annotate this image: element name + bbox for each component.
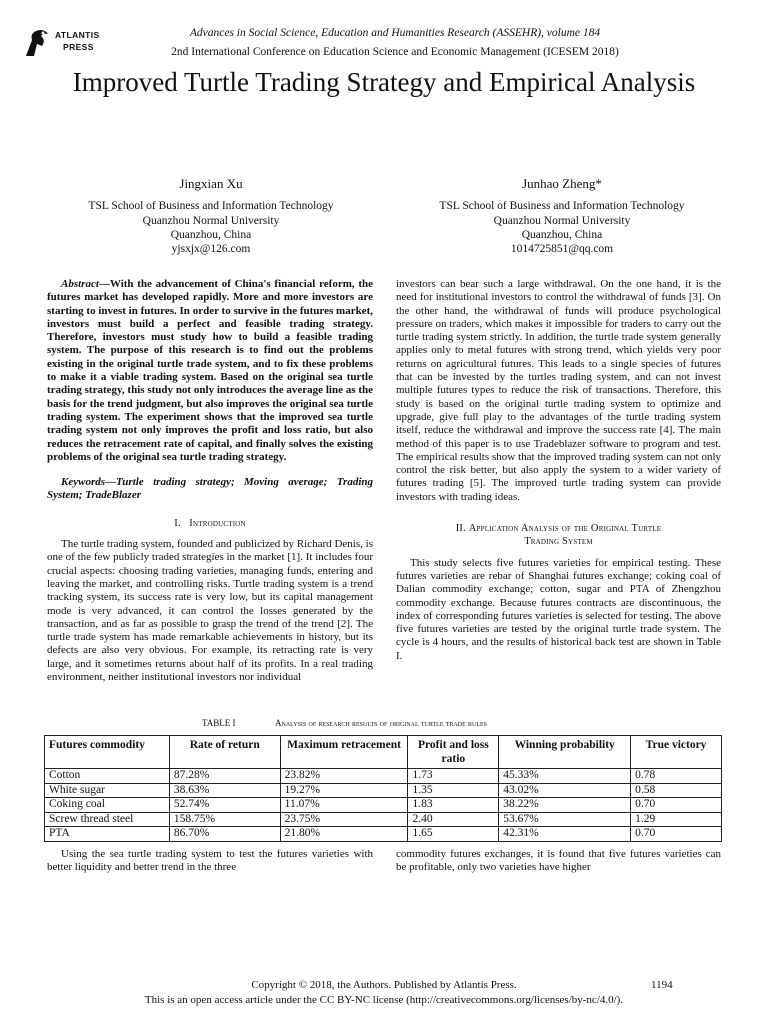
conference-header: 2nd International Conference on Education Science and Economic Management (ICESEM 2018): [171, 46, 619, 58]
table-header: Profit and loss ratio: [408, 736, 499, 769]
keywords-text: —Turtle trading strategy; Moving average; Trading System; TradeBlazer: [47, 476, 373, 502]
table-header: Maximum retracement: [280, 736, 408, 769]
table-cell: 1.83: [408, 798, 499, 813]
section-title-line2: Trading System: [524, 536, 593, 548]
section-title-line1: Application Analysis of the Original Turtle: [468, 523, 662, 535]
left-column: [47, 278, 373, 684]
keywords-label: Keywords: [61, 476, 105, 489]
section-title: Introduction: [189, 517, 246, 529]
author-university: Quanzhou Normal University: [493, 214, 631, 227]
table-cell: 38.22%: [499, 798, 631, 813]
table-cell: 87.28%: [169, 769, 280, 784]
table-cell: 19.27%: [280, 783, 408, 798]
table-title: Analysis of research results of original turtle trade rules: [275, 718, 487, 728]
table-row: [45, 827, 722, 842]
section-number: I.: [174, 517, 181, 529]
table-row: [45, 769, 722, 784]
author-university: Quanzhou Normal University: [142, 214, 280, 227]
table-cell: 53.67%: [499, 812, 631, 827]
license-line[interactable]: This is an open access article under the CC BY-NC license (http://creativecommons.org/licenses/by-nc/4.0/).: [144, 994, 624, 1006]
table-cell: 42.31%: [499, 827, 631, 842]
table-header: Futures commodity: [45, 736, 170, 769]
table-header: Winning probability: [499, 736, 631, 769]
intro-paragraph-continued: investors can bear such a large withdrawal. On the one hand, it is the need for institutional investors to control the withdrawal of funds [3]. On the other hand, the withdrawal of funds will produce psychological pressure on traders, which makes it impossible for traders to carry out the turtle trading system strictly. In addition, the turtle trade system generally applies only to metal futures with strong trend, which yields very poor returns on agricultural futures. This leads to a single species of futures that can be invested by the turtles trading system, and can not invest multiple futures types to reduce the risk of transactions. Therefore, this study is based on the original turtle trading system to optimize and upgrade, give full play to the advantages of the turtle trading system itself, reduce the withdrawal and improve the success rate [4]. The main method of this paper is to use Tradeblazer software to program and test. The empirical results show that the improved trading system can not only control the risk better, but also apply the system to a wider variety of futures trading [5]. The improved turtle trading system can provide investors with trading ideas.: [396, 278, 721, 503]
author-affiliation: TSL School of Business and Information Technology: [439, 200, 685, 213]
table-cell: 1.29: [631, 812, 722, 827]
table-cell: 0.78: [631, 769, 722, 784]
table-cell: 1.35: [408, 783, 499, 798]
table-cell: 23.75%: [280, 812, 408, 827]
table-cell: 11.07%: [280, 798, 408, 813]
right-column-bottom: [396, 848, 721, 875]
table-row: [45, 812, 722, 827]
logo-text-line1: ATLANTIS: [55, 30, 100, 40]
table-header: True victory: [631, 736, 722, 769]
table-row: [45, 783, 722, 798]
table-cell: Cotton: [45, 769, 170, 784]
table-cell: 45.33%: [499, 769, 631, 784]
table-cell: 21.80%: [280, 827, 408, 842]
table-cell: 2.40: [408, 812, 499, 827]
author-location: Quanzhou, China: [521, 228, 603, 241]
author-block: [412, 177, 712, 256]
copyright-line: Copyright © 2018, the Authors. Published by Atlantis Press.: [251, 979, 517, 991]
abstract-label: Abstract: [61, 278, 99, 290]
table-label: TABLE I: [202, 718, 236, 728]
results-table: [44, 735, 722, 842]
table-cell: 0.70: [631, 798, 722, 813]
page-number: 1194: [651, 979, 673, 991]
table-cell: 0.70: [631, 827, 722, 842]
table-cell: 1.73: [408, 769, 499, 784]
journal-header: Advances in Social Science, Education and Humanities Research (ASSEHR), volume 184: [189, 27, 601, 39]
table-row: [45, 798, 722, 813]
author-name: Junhao Zheng*: [522, 176, 602, 191]
table-cell: PTA: [45, 827, 170, 842]
author-block: [61, 177, 361, 256]
intro-paragraph: The turtle trading system, founded and publicized by Richard Denis, is one of the few publicly traded strategies in the market [1]. It includes four crucial aspects: choosing trading varieties, managing funds, entering and leaving the market, and controlling risks. Turtle trading system is a trend tracking system, its success rate is very low, but its capital management mode is very advanced, it can control the losses generated by the transaction, and as far as possible to grasp the trend of the trend [2]. The turtle trade system has made remarkable achievements in history, but its defects are also very obvious. For example, its retracting rate is very large, and it sometimes returns about half of its profits. In a real trading environment, neither institutional investors nor individual: [47, 538, 373, 684]
author-location: Quanzhou, China: [170, 228, 252, 241]
after-table-paragraph: Using the sea turtle trading system to test the futures varieties with better liquidity and better trend in the three: [47, 848, 373, 874]
logo-text-line2: PRESS: [63, 42, 94, 52]
abstract: [47, 278, 373, 464]
section-heading-intro: [47, 517, 373, 530]
author-email[interactable]: yjsxjx@126.com: [171, 243, 251, 256]
left-column-bottom: [47, 848, 373, 875]
abstract-text: —With the advancement of China's financial reform, the futures market has developed rapidly. More and more investors are starting to invest in futures. In order to survive in the futures market, investors must build a perfect and feasible trading strategy. Therefore, investors must study how to build a feasible trading system. The purpose of this research is to find out the problems existing in the original turtle trade system, and to fix these problems to make it a viable trading system. Based on the original sea turtle trading strategy, this study not only introduces the average line as the basis for the trend judgment, but also improves the original sea turtle trading system. The experiment shows that the improved sea turtle trading system not only improves the profit and loss ratio, but also reduces the retracement rate of capital, and finally solves the existing problems of the original sea turtle trading strategy.: [47, 278, 373, 463]
paper-title: Improved Turtle Trading Strategy and Empirical Analysis: [72, 67, 696, 97]
section-heading-2: [396, 522, 721, 549]
table-cell: 1.65: [408, 827, 499, 842]
table-header: Rate of return: [169, 736, 280, 769]
author-affiliation: TSL School of Business and Information Technology: [88, 200, 334, 213]
section-number: II.: [455, 523, 466, 535]
section2-paragraph: This study selects five futures varieties for empirical testing. These futures varieties are rebar of Shanghai futures exchange; coking coal of Dalian commodity exchange; cotton, sugar and PTA of Zhengzhou commodity exchange. Because futures contracts are discontinuous, the index of corresponding futures varieties is selected for testing. The above five futures varieties are tested by the original turtle trade system. The cycle is 4 hours, and the results of historical back test are shown in Table I.: [396, 556, 721, 662]
table-cell: White sugar: [45, 783, 170, 798]
publisher-logo: [22, 26, 112, 60]
table-cell: 38.63%: [169, 783, 280, 798]
table-header-row: [45, 736, 722, 769]
author-name: Jingxian Xu: [179, 176, 243, 191]
table-cell: 86.70%: [169, 827, 280, 842]
table-cell: 158.75%: [169, 812, 280, 827]
keywords: [47, 476, 373, 503]
table-cell: 23.82%: [280, 769, 408, 784]
table-cell: 52.74%: [169, 798, 280, 813]
after-table-paragraph-continued: commodity futures exchanges, it is found that five futures varieties can be profitable, only two varieties have higher: [396, 848, 721, 874]
atlantis-logo-icon: [22, 26, 52, 58]
table-cell: 43.02%: [499, 783, 631, 798]
author-email[interactable]: 1014725851@qq.com: [510, 243, 614, 256]
table-cell: Coking coal: [45, 798, 170, 813]
table-cell: Screw thread steel: [45, 812, 170, 827]
right-column: [396, 278, 721, 663]
table-cell: 0.58: [631, 783, 722, 798]
